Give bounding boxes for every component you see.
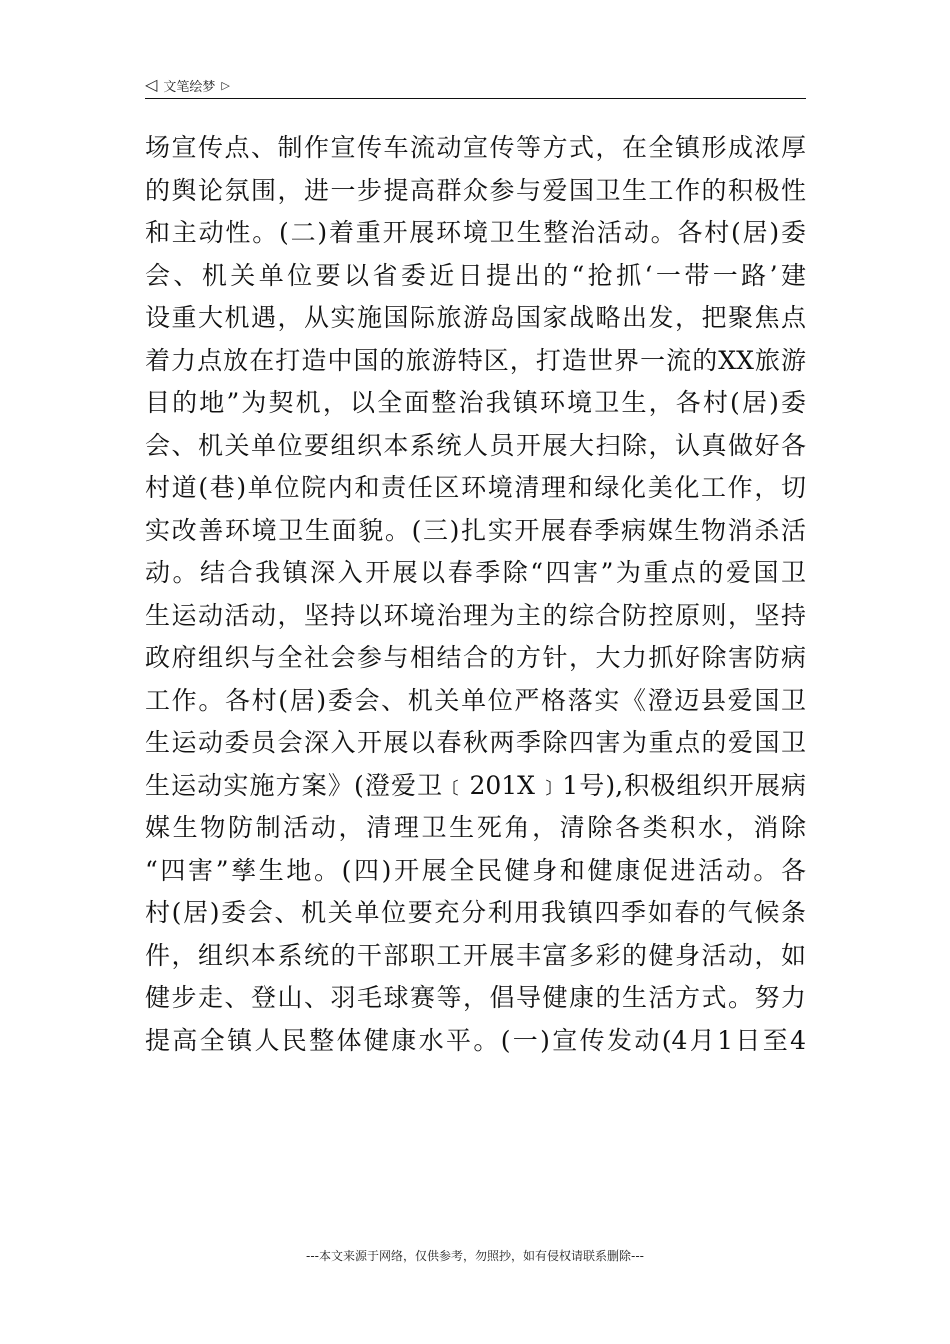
text-line: 健步走、登山、羽毛球赛等，倡导健康的生活方式。努力 [145, 983, 806, 1012]
text-line: 实改善环境卫生面貌。(三)扎实开展春季病媒生物消杀活 [145, 515, 806, 545]
text-line: 提高全镇人民整体健康水平。(一)宣传发动(4月1日至4 [145, 1025, 806, 1055]
text-line: 的舆论氛围，进一步提高群众参与爱国卫生工作的积极性 [145, 175, 806, 205]
text-line: 生运动委员会深入开展以春秋两季除四害为重点的爱国卫 [145, 728, 806, 757]
text-line: 会、机关单位要组织本系统人员开展大扫除，认真做好各 [145, 430, 806, 460]
document-body [145, 127, 806, 1062]
text-line: 目的地”为契机，以全面整治我镇环境卫生，各村(居)委 [145, 388, 806, 417]
text-line: 村道(巷)单位院内和责任区环境清理和绿化美化工作，切 [145, 473, 806, 502]
text-line: 和主动性。(二)着重开展环境卫生整治活动。各村(居)委 [145, 218, 806, 247]
text-line: 设重大机遇，从实施国际旅游岛国家战略出发，把聚焦点 [145, 303, 806, 332]
text-line: 生运动实施方案》(澄爱卫﹝201X﹞1号),积极组织开展病 [145, 770, 806, 800]
text-line: 媒生物防制活动，清理卫生死角，清除各类积水，消除 [145, 813, 806, 842]
text-line: “四害”孳生地。(四)开展全民健身和健康促进活动。各 [145, 855, 806, 885]
header-title: 文笔绘梦 [163, 79, 216, 95]
text-line: 村(居)委会、机关单位要充分利用我镇四季如春的气候条 [145, 898, 806, 927]
text-line: 着力点放在打造中国的旅游特区，打造世界一流的XX旅游 [145, 345, 806, 375]
text-line: 件，组织本系统的干部职工开展丰富多彩的健身活动，如 [145, 940, 806, 970]
text-line: 工作。各村(居)委会、机关单位严格落实《澄迈县爱国卫 [145, 685, 806, 715]
footer-notice: ---本文来源于网络，仅供参考，勿照抄，如有侵权请联系删除--- [306, 1249, 644, 1263]
text-line: 会、机关单位要以省委近日提出的“抢抓‘一带一路’建 [145, 260, 806, 290]
text-line: 政府组织与全社会参与相结合的方针，大力抓好除害防病 [145, 643, 806, 672]
text-line: 场宣传点、制作宣传车流动宣传等方式，在全镇形成浓厚 [145, 133, 806, 162]
left-triangle-icon: ◁ [145, 75, 158, 94]
text-line: 动。结合我镇深入开展以春季除“四害”为重点的爱国卫 [145, 558, 806, 587]
header-divider [145, 98, 806, 99]
right-triangle-icon: ▷ [221, 78, 230, 92]
text-line: 生运动活动，坚持以环境治理为主的综合防控原则，坚持 [145, 600, 806, 630]
page-header [145, 74, 230, 96]
